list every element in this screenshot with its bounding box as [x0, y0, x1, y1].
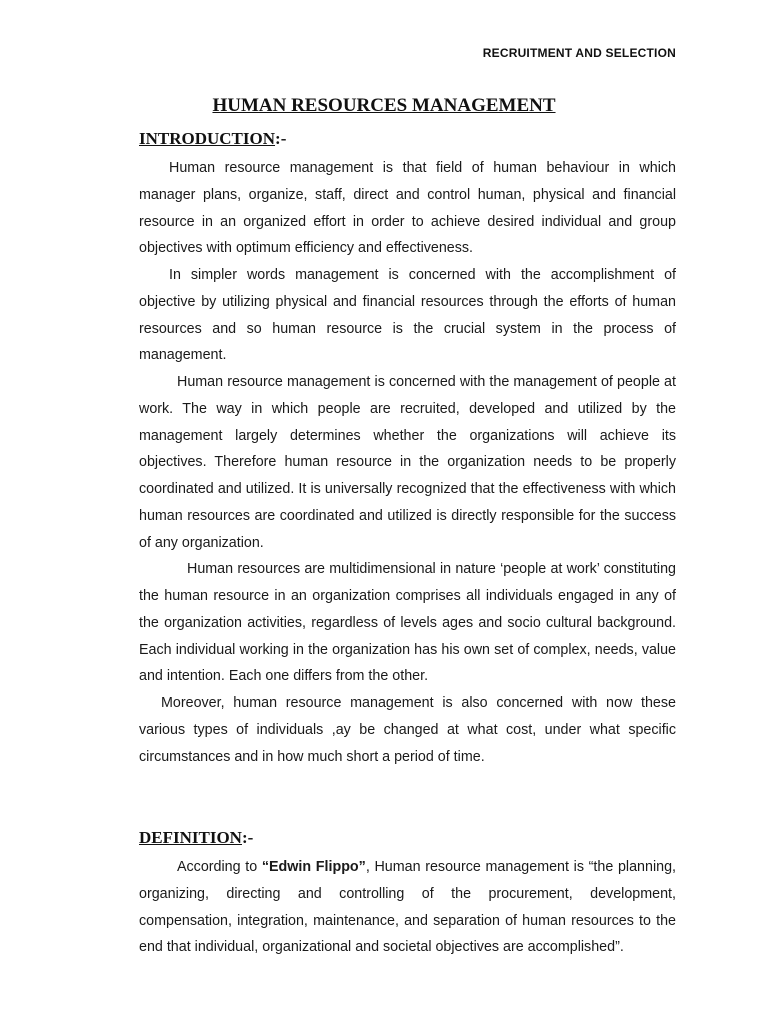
running-header: RECRUITMENT AND SELECTION	[482, 46, 676, 60]
definition-author: “Edwin Flippo”	[261, 859, 366, 875]
intro-paragraph-1: Human resource management is that field of human behaviour in which manager plans, organize, staff, direct and control human, physical and financial resource in an organized effort in order to achieve desired individual and group objectives with optimum efficiency and effectiveness.	[139, 160, 676, 257]
document-title-text: HUMAN RESOURCES MANAGEMENT	[212, 95, 556, 116]
definition-lead-in: According to	[177, 859, 262, 875]
introduction-heading-text: INTRODUCTION	[139, 129, 276, 148]
intro-paragraph-3: Human resource management is concerned with the management of people at work. The way in which people are recruited, developed and utilized by the management largely determines whether the organizations will achieve its objectives. Therefore human resource in the organization needs to be properly coordinated and utilized. It is universally recognized that the effectiveness with which human resources are coordinated and utilized is directly responsible for the success of any organization.	[139, 374, 676, 551]
intro-paragraph-4: Human resources are multidimensional in nature ‘people at work’ constituting the human resource in an organization comprises all individuals engaged in any of the organization activities, regardless of levels ages and socio cultural background. Each individual working in the organization has his own set of complex, needs, value and intention. Each one differs from the other.	[139, 561, 676, 685]
intro-paragraph-2: In simpler words management is concerned with the accomplishment of objective by utilizing physical and financial resources through the efforts of human resources and so human resource is the crucial system in the process of management.	[139, 267, 676, 364]
definition-heading-text: DEFINITION	[139, 828, 242, 847]
definition-body	[139, 854, 676, 961]
document-title	[0, 95, 768, 117]
definition-heading	[139, 828, 253, 848]
definition-heading-suffix: :-	[241, 828, 254, 847]
introduction-heading-suffix: :-	[275, 129, 287, 148]
definition-text: , Human resource management is “the planning, organizing, directing and controlling of the procurement, development, compensation, integration, maintenance, and separation of human resources to the end that individual, organizational and societal objectives are accomplished”.	[139, 859, 676, 956]
introduction-body	[139, 155, 676, 770]
definition-paragraph	[139, 854, 676, 961]
intro-paragraph-5: Moreover, human resource management is also concerned with now these various types of individuals ,ay be changed at what cost, under what specific circumstances and in how much short a period of time.	[139, 695, 676, 765]
introduction-heading	[139, 129, 286, 149]
